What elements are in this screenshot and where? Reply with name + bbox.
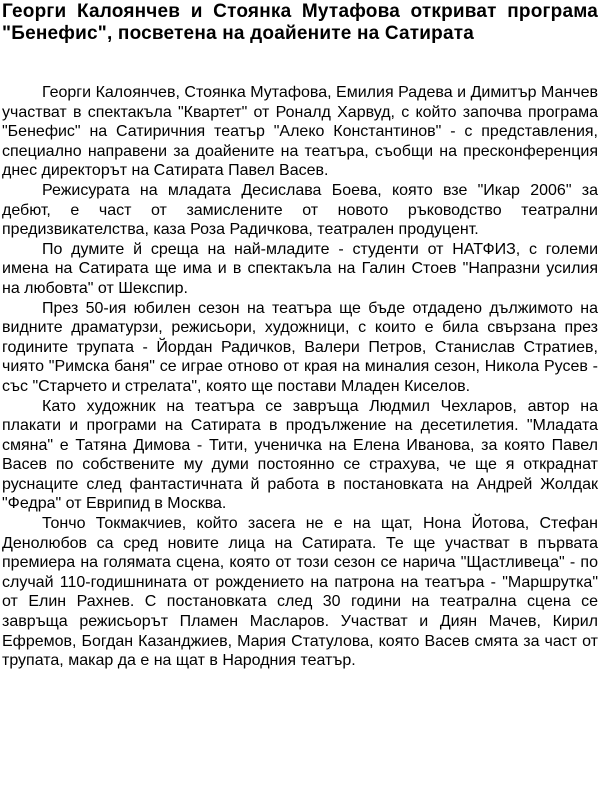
article-paragraph-1: Георги Калоянчев, Стоянка Мутафова, Емилия Радева и Димитър Манчев участват в спектакъла "Квартет" от Роналд Харвуд, с който започва програма "Бенефис" на Сатиричния театър "Алеко Константинов" - с представления, специално направени за доайените на театъра, съобщи на пресконференция днес директорът на Сатирата Павел Васев. [2, 84, 598, 180]
article-paragraph-2: Режисурата на младата Десислава Боева, която взе "Икар 2006" за дебют, е част от замислените от новото ръководство театрални предизвикателства, каза Роза Радичкова, театрален продуцент. [2, 181, 598, 239]
article-paragraph-4: През 50-ия юбилен сезон на театъра ще бъде отдадено дължимото на видните драматурзи, режисьори, художници, с които е била свързана през годините трупата - Йордан Радичков, Валери Петров, Станислав Стратиев, чиято "Римска баня" се играе отново от края на миналия сезон, Никола Русев - със "Старчето и стрелата", която ще постави Младен Киселов. [2, 299, 598, 395]
article-paragraph-5: Като художник на театъра се завръща Людмил Чехларов, автор на плакати и програми на Сатирата в продължение на десетилетия. "Младата смяна" е Татяна Димова - Тити, ученичка на Елена Иванова, за която Павел Васев по собствените му думи постоянно се страхува, че ще я откраднат руснаците след фантастичната й работа в постановката на Андрей Жолдак "Федра" от Еврипид в Москва. [2, 397, 598, 513]
article-title: Георги Калоянчев и Стоянка Мутафова откриват програма "Бенефис", посветена на доайените на Сатирата [2, 1, 598, 44]
article-body [2, 83, 598, 671]
article-paragraph-6: Тончо Токмакчиев, който засега не е на щат, Нона Йотова, Стефан Денолюбов са сред новите лица на Сатирата. Те ще участват в първата премиера на голямата сцена, която от този сезон се нарича "Щастливеца" - по случай 110-годишнината от рождението на патрона на театъра - "Маршрутка" от Елин Рахнев. С постановката след 30 години на театрална сцена се завръща режисьорът Пламен Масларов. Участват и Диян Мачев, Кирил Ефремов, Богдан Казанджиев, Мария Статулова, която Васев смята за част от трупата, макар да е на щат в Народния театър. [2, 515, 598, 670]
article-paragraph-3: По думите й среща на най-младите - студенти от НАТФИЗ, с големи имена на Сатирата ще има и в спектакъла на Галин Стоев "Напразни усилия на любовта" от Шекспир. [2, 240, 598, 297]
